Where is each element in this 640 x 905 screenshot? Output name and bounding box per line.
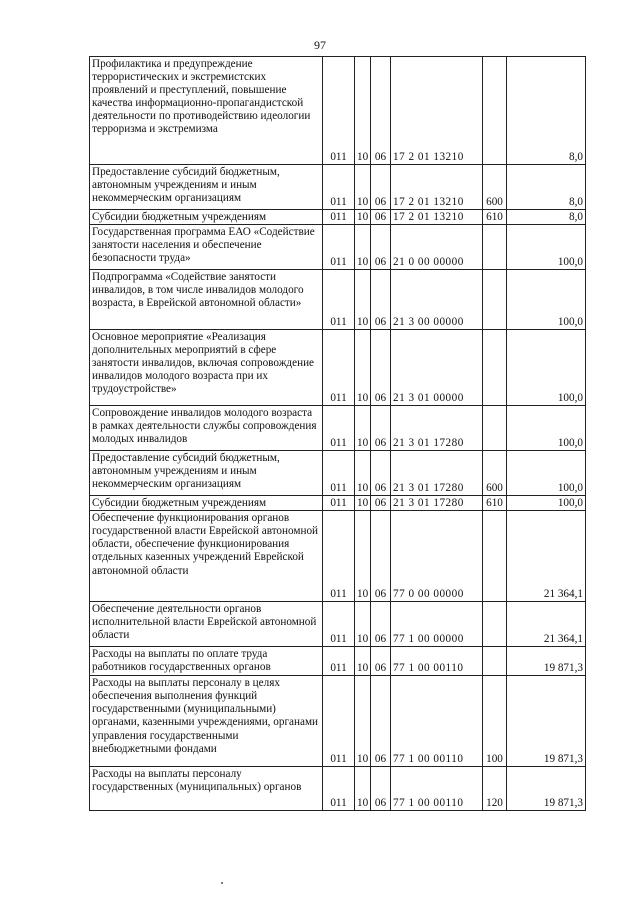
row-name-cell: Государственная программа ЕАО «Содействие занятости населения и обеспечение безопасности труда» (90, 225, 323, 270)
row-name-cell: Обеспечение деятельности органов исполнительной власти Еврейской автономной области (90, 602, 323, 647)
target-article-cell: 17 2 01 13210 (391, 165, 483, 210)
admin-code-cell: 011 (323, 647, 355, 676)
section-code-cell: 10 (355, 270, 371, 330)
row-name-cell: Предоставление субсидий бюджетным, автономным учреждениям и иным некоммерческим организациям (90, 165, 323, 210)
subsection-code-cell: 06 (371, 225, 391, 270)
amount-cell: 100,0 (507, 225, 586, 270)
table-row (90, 511, 586, 602)
amount-cell: 8,0 (507, 165, 586, 210)
expense-type-cell: 600 (483, 451, 507, 496)
amount-cell: 19 871,3 (507, 647, 586, 676)
budget-table-body (90, 57, 586, 811)
expense-type-cell (483, 330, 507, 406)
budget-table (89, 56, 586, 811)
target-article-cell: 77 1 00 00110 (391, 767, 483, 811)
scan-speck (221, 882, 223, 884)
admin-code-cell: 011 (323, 511, 355, 602)
expense-type-cell: 120 (483, 767, 507, 811)
target-article-cell: 77 1 00 00110 (391, 647, 483, 676)
row-name-cell: Субсидии бюджетным учреждениям (90, 210, 323, 225)
subsection-code-cell: 06 (371, 330, 391, 406)
section-code-cell: 10 (355, 767, 371, 811)
section-code-cell: 10 (355, 602, 371, 647)
subsection-code-cell: 06 (371, 406, 391, 451)
table-row (90, 647, 586, 676)
subsection-code-cell: 06 (371, 210, 391, 225)
amount-cell: 19 871,3 (507, 676, 586, 767)
table-row (90, 210, 586, 225)
subsection-code-cell: 06 (371, 451, 391, 496)
subsection-code-cell: 06 (371, 496, 391, 511)
subsection-code-cell: 06 (371, 270, 391, 330)
expense-type-cell (483, 406, 507, 451)
amount-cell: 100,0 (507, 406, 586, 451)
expense-type-cell: 610 (483, 496, 507, 511)
target-article-cell: 21 3 00 00000 (391, 270, 483, 330)
subsection-code-cell: 06 (371, 165, 391, 210)
amount-cell: 100,0 (507, 496, 586, 511)
target-article-cell: 77 0 00 00000 (391, 511, 483, 602)
expense-type-cell: 100 (483, 676, 507, 767)
amount-cell: 21 364,1 (507, 511, 586, 602)
section-code-cell: 10 (355, 511, 371, 602)
expense-type-cell (483, 647, 507, 676)
table-row (90, 57, 586, 165)
table-row (90, 406, 586, 451)
table-row (90, 330, 586, 406)
expense-type-cell (483, 270, 507, 330)
target-article-cell: 77 1 00 00110 (391, 676, 483, 767)
section-code-cell: 10 (355, 210, 371, 225)
admin-code-cell: 011 (323, 767, 355, 811)
row-name-cell: Обеспечение функционирования органов государственной власти Еврейской автономной области, обеспечение функционирования отдельных казенных учреждений Еврейской автономной области (90, 511, 323, 602)
section-code-cell: 10 (355, 676, 371, 767)
admin-code-cell: 011 (323, 57, 355, 165)
amount-cell: 100,0 (507, 330, 586, 406)
admin-code-cell: 011 (323, 165, 355, 210)
table-row (90, 676, 586, 767)
table-row (90, 451, 586, 496)
row-name-cell: Профилактика и предупреждение террористических и экстремистских проявлений и преступлений, повышение качества информационно-пропагандистской деятельности по противодействию идеологии терроризма и экстремизма (90, 57, 323, 165)
table-row (90, 225, 586, 270)
table-row (90, 767, 586, 811)
amount-cell: 8,0 (507, 57, 586, 165)
target-article-cell: 21 3 01 17280 (391, 406, 483, 451)
target-article-cell: 21 3 01 17280 (391, 451, 483, 496)
row-name-cell: Расходы на выплаты персоналу в целях обеспечения выполнения функций государственными (муниципальными) органами, казенными учреждениями, органами управления государственными внебюджетными фондами (90, 676, 323, 767)
page-number: 97 (314, 38, 326, 52)
expense-type-cell (483, 511, 507, 602)
subsection-code-cell: 06 (371, 767, 391, 811)
table-row (90, 270, 586, 330)
admin-code-cell: 011 (323, 406, 355, 451)
expense-type-cell (483, 57, 507, 165)
target-article-cell: 77 1 00 00000 (391, 602, 483, 647)
section-code-cell: 10 (355, 165, 371, 210)
target-article-cell: 21 3 01 00000 (391, 330, 483, 406)
expense-type-cell (483, 602, 507, 647)
admin-code-cell: 011 (323, 270, 355, 330)
subsection-code-cell: 06 (371, 602, 391, 647)
expense-type-cell: 600 (483, 165, 507, 210)
section-code-cell: 10 (355, 647, 371, 676)
amount-cell: 19 871,3 (507, 767, 586, 811)
amount-cell: 100,0 (507, 451, 586, 496)
row-name-cell: Подпрограмма «Содействие занятости инвалидов, в том числе инвалидов молодого возраста, в Еврейской автономной области» (90, 270, 323, 330)
table-row (90, 602, 586, 647)
expense-type-cell (483, 225, 507, 270)
target-article-cell: 21 3 01 17280 (391, 496, 483, 511)
row-name-cell: Расходы на выплаты персоналу государственных (муниципальных) органов (90, 767, 323, 811)
row-name-cell: Предоставление субсидий бюджетным, автономным учреждениям и иным некоммерческим организациям (90, 451, 323, 496)
target-article-cell: 21 0 00 00000 (391, 225, 483, 270)
section-code-cell: 10 (355, 225, 371, 270)
table-row (90, 165, 586, 210)
admin-code-cell: 011 (323, 496, 355, 511)
table-row (90, 496, 586, 511)
subsection-code-cell: 06 (371, 676, 391, 767)
admin-code-cell: 011 (323, 451, 355, 496)
subsection-code-cell: 06 (371, 57, 391, 165)
admin-code-cell: 011 (323, 210, 355, 225)
target-article-cell: 17 2 01 13210 (391, 57, 483, 165)
admin-code-cell: 011 (323, 330, 355, 406)
target-article-cell: 17 2 01 13210 (391, 210, 483, 225)
amount-cell: 100,0 (507, 270, 586, 330)
admin-code-cell: 011 (323, 225, 355, 270)
subsection-code-cell: 06 (371, 647, 391, 676)
row-name-cell: Основное мероприятие «Реализация дополнительных мероприятий в сфере занятости инвалидов, включая сопровождение инвалидов молодого возраста при их трудоустройстве» (90, 330, 323, 406)
section-code-cell: 10 (355, 330, 371, 406)
section-code-cell: 10 (355, 451, 371, 496)
row-name-cell: Сопровождение инвалидов молодого возраста в рамках деятельности службы сопровождения молодых инвалидов (90, 406, 323, 451)
row-name-cell: Субсидии бюджетным учреждениям (90, 496, 323, 511)
admin-code-cell: 011 (323, 676, 355, 767)
section-code-cell: 10 (355, 406, 371, 451)
amount-cell: 21 364,1 (507, 602, 586, 647)
row-name-cell: Расходы на выплаты по оплате труда работников государственных органов (90, 647, 323, 676)
expense-type-cell: 610 (483, 210, 507, 225)
section-code-cell: 10 (355, 496, 371, 511)
subsection-code-cell: 06 (371, 511, 391, 602)
admin-code-cell: 011 (323, 602, 355, 647)
amount-cell: 8,0 (507, 210, 586, 225)
section-code-cell: 10 (355, 57, 371, 165)
